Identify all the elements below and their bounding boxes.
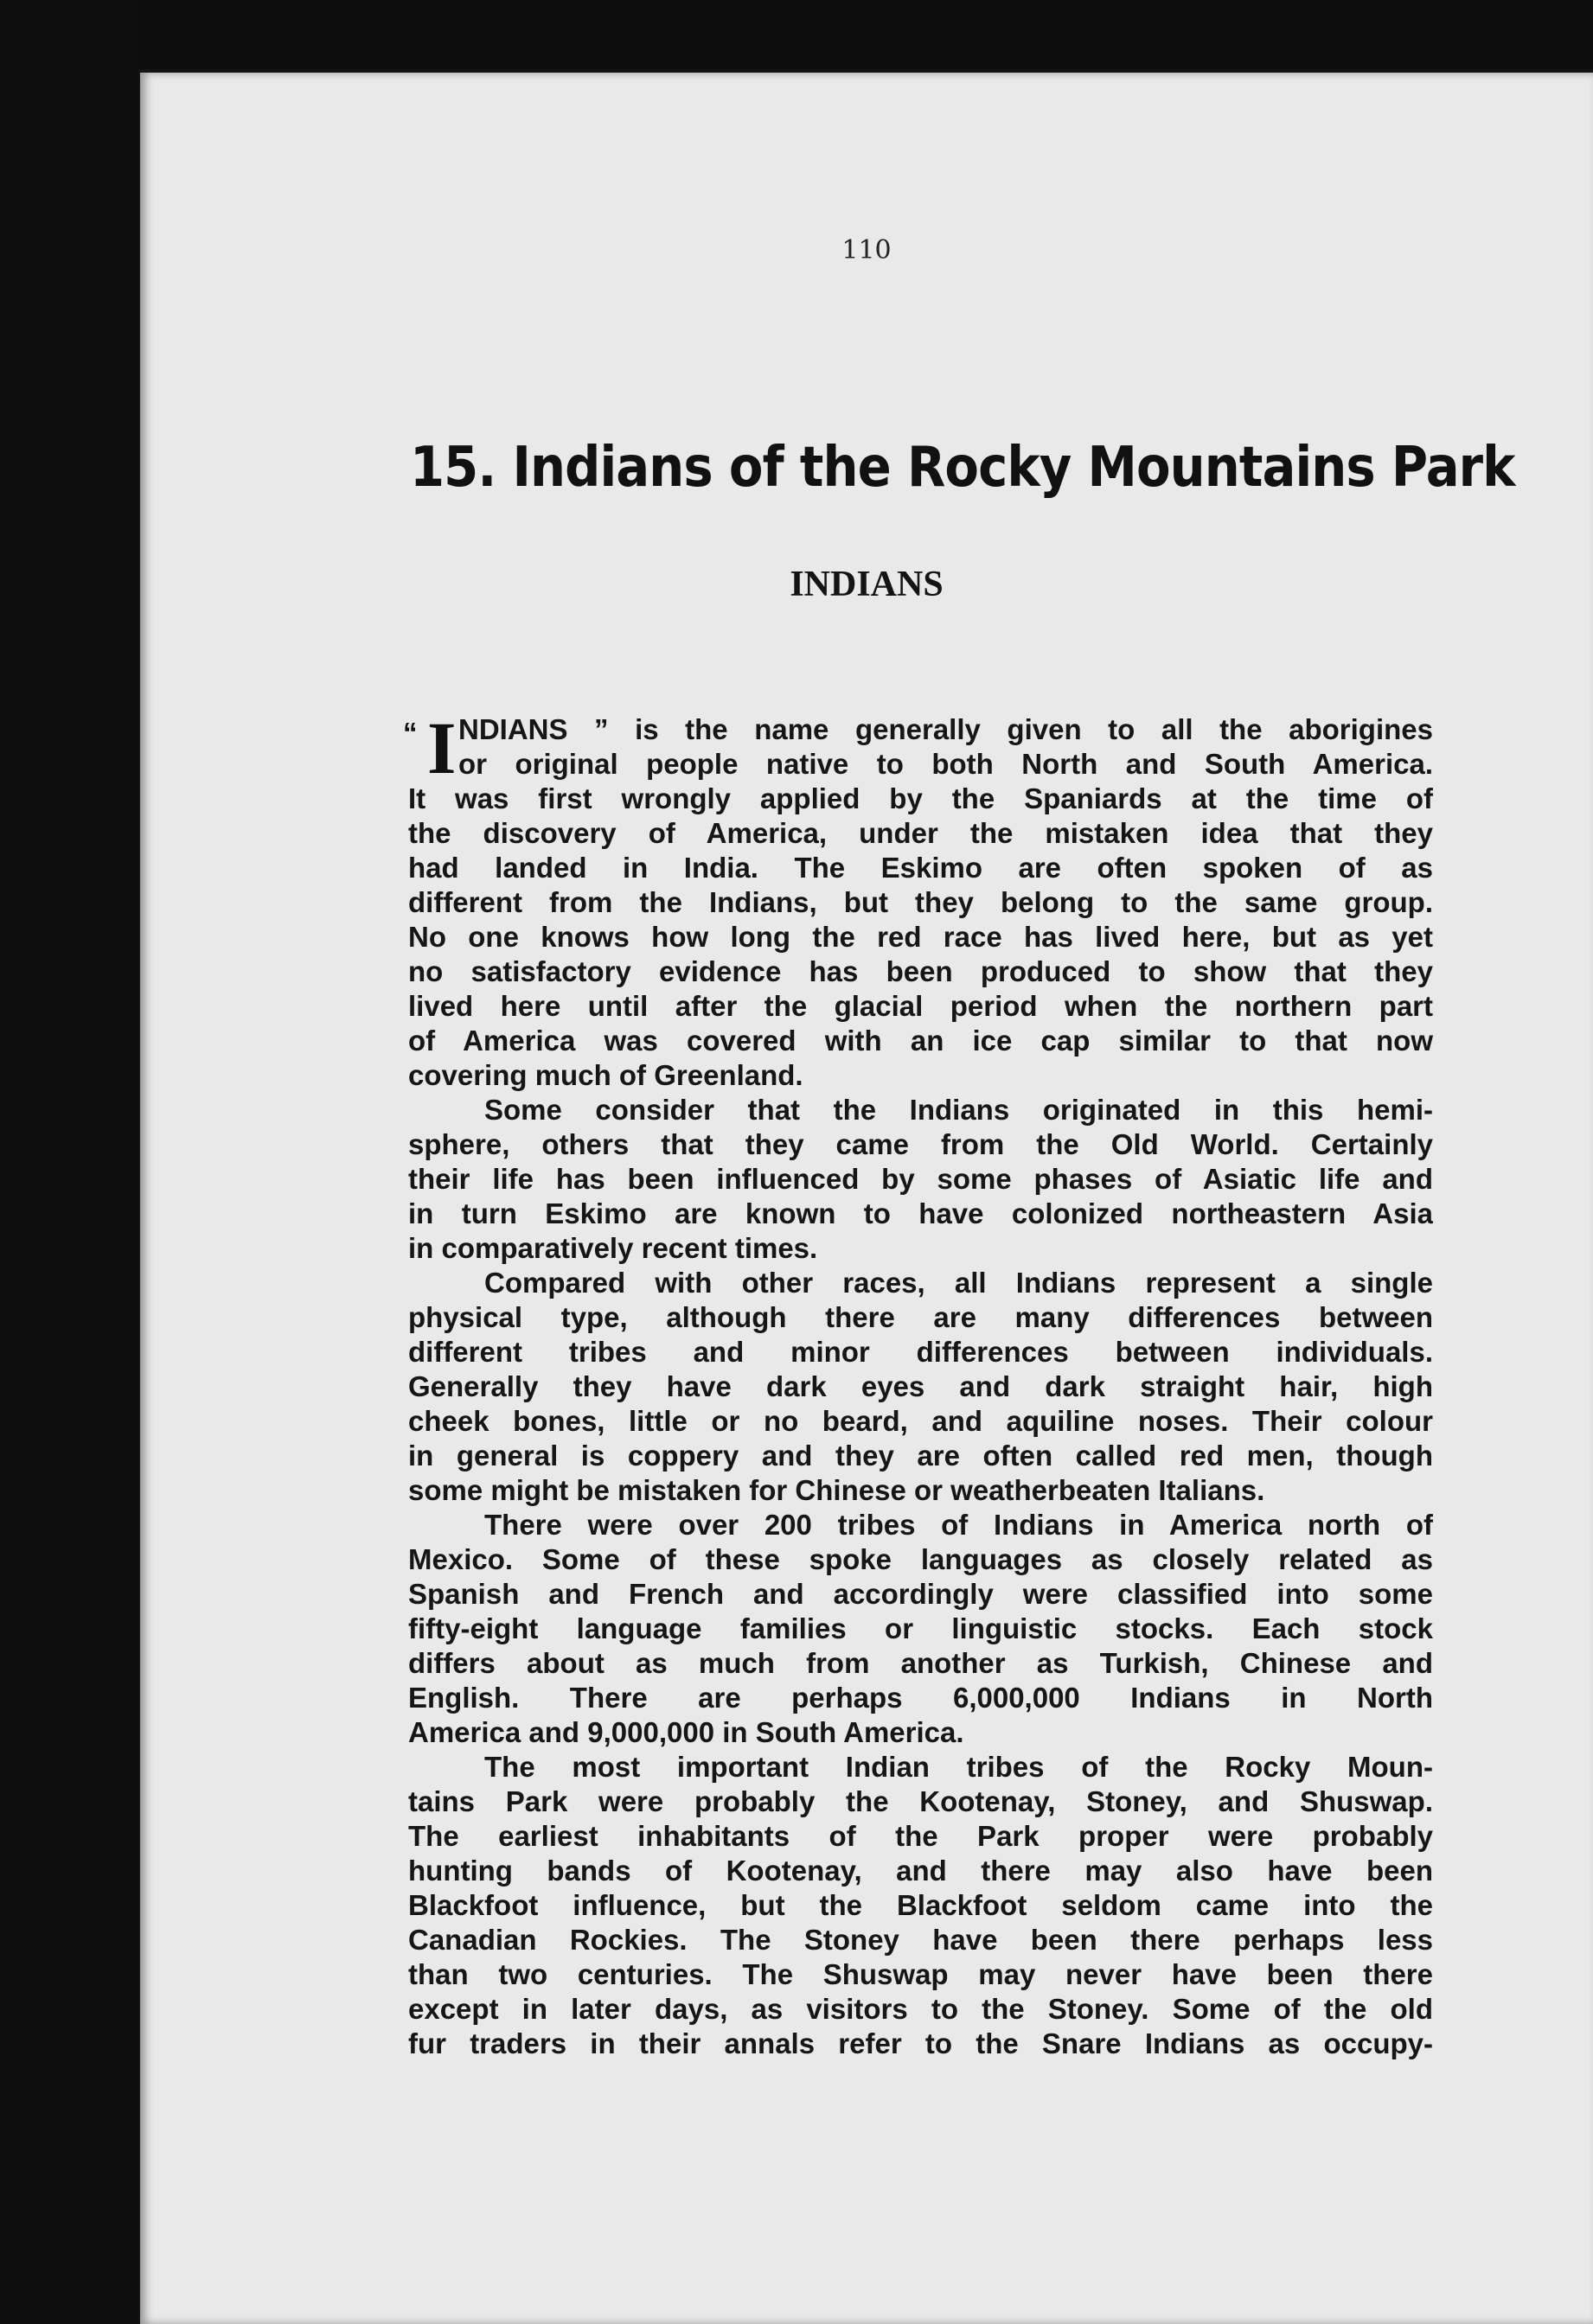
text-line: Mexico. Some of these spoke languages as closely related as <box>408 1543 1433 1575</box>
text-line: except in later days, as visitors to the Stoney. Some of the old <box>408 1993 1433 2025</box>
drop-cap-letter: I <box>427 706 457 789</box>
text-line: no satisfactory evidence has been produced to show that they <box>408 955 1433 987</box>
text-line: America and 9,000,000 in South America. <box>408 1716 964 1748</box>
text-line: fifty-eight language families or linguistic stocks. Each stock <box>408 1612 1433 1644</box>
scan-border-left <box>0 0 138 2324</box>
text-line: English. There are perhaps 6,000,000 Indians in North <box>408 1682 1433 1714</box>
text-line: Blackfoot influence, but the Blackfoot seldom came into the <box>408 1889 1433 1921</box>
text-line: Spanish and French and accordingly were classified into some <box>408 1578 1433 1610</box>
text-line: covering much of Greenland. <box>408 1059 803 1091</box>
text-line: in general is coppery and they are often called red men, though <box>408 1440 1433 1472</box>
text-line: There were over 200 tribes of Indians in America north of <box>484 1509 1433 1541</box>
text-line: Some consider that the Indians originated in this hemi- <box>484 1094 1433 1126</box>
text-line: hunting bands of Kootenay, and there may also have been <box>408 1855 1433 1887</box>
text-line: fur traders in their annals refer to the Snare Indians as occupy- <box>408 2027 1433 2059</box>
text-line: of America was covered with an ice cap similar to that now <box>408 1025 1433 1057</box>
text-line: Generally they have dark eyes and dark straight hair, high <box>408 1370 1433 1402</box>
text-line: than two centuries. The Shuswap may never have been there <box>408 1958 1433 1990</box>
page-number: 110 <box>841 235 892 265</box>
text-line: The earliest inhabitants of the Park proper were probably <box>408 1820 1433 1852</box>
text-line: different tribes and minor differences between individuals. <box>408 1336 1433 1368</box>
text-line: NDIANS ” is the name generally given to all the aborigines <box>458 713 1433 745</box>
body-text <box>403 706 1433 2061</box>
text-line: The most important Indian tribes of the Rocky Moun- <box>484 1751 1433 1783</box>
text-line: physical type, although there are many differences between <box>408 1301 1433 1333</box>
text-line: cheek bones, little or no beard, and aquiline noses. Their colour <box>408 1405 1433 1437</box>
text-line: Compared with other races, all Indians represent a single <box>484 1267 1433 1299</box>
text-line: differs about as much from another as Turkish, Chinese and <box>408 1647 1433 1679</box>
text-line: It was first wrongly applied by the Spaniards at the time of <box>408 782 1433 814</box>
text-line: different from the Indians, but they belong to the same group. <box>408 886 1433 918</box>
text-line: or original people native to both North and South America. <box>458 748 1433 780</box>
opening-quote: “ <box>403 717 418 749</box>
text-line: sphere, others that they came from the Old World. Certainly <box>408 1128 1433 1160</box>
text-line: Canadian Rockies. The Stoney have been there perhaps less <box>408 1924 1433 1956</box>
book-page <box>140 73 1593 2324</box>
text-line: in turn Eskimo are known to have colonized northeastern Asia <box>408 1197 1433 1229</box>
text-line: No one knows how long the red race has lived here, but as yet <box>408 921 1433 953</box>
text-line: had landed in India. The Eskimo are often spoken of as <box>408 852 1433 884</box>
text-line: the discovery of America, under the mistaken idea that they <box>408 817 1433 849</box>
scan-border-top <box>0 0 1593 69</box>
chapter-title: 15. Indians of the Rocky Mountains Park <box>410 436 1515 500</box>
text-lines <box>408 706 1433 2061</box>
text-line: some might be mistaken for Chinese or weatherbeaten Italians. <box>408 1474 1265 1506</box>
text-line: tains Park were probably the Kootenay, Stoney, and Shuswap. <box>408 1785 1433 1817</box>
text-line: in comparatively recent times. <box>408 1232 818 1264</box>
text-line: their life has been influenced by some phases of Asiatic life and <box>408 1163 1433 1195</box>
section-heading: INDIANS <box>790 565 944 604</box>
text-line: lived here until after the glacial period when the northern part <box>408 990 1433 1022</box>
